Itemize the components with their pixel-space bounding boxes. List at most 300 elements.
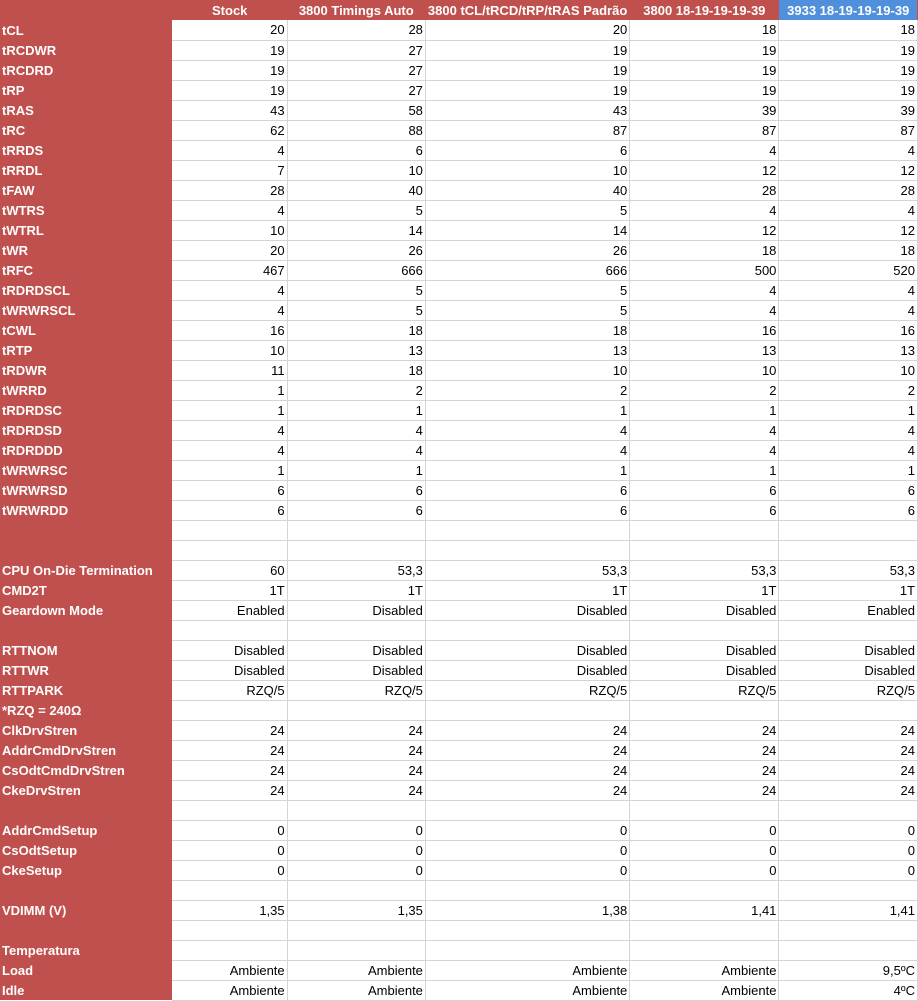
row-label-cell[interactable]: tRTP xyxy=(0,340,172,360)
row-label-cell[interactable]: tRAS xyxy=(0,100,172,120)
value-cell[interactable]: 19 xyxy=(172,40,287,60)
value-cell[interactable]: 1 xyxy=(172,460,287,480)
value-cell[interactable]: 24 xyxy=(287,760,425,780)
value-cell[interactable] xyxy=(630,880,779,900)
value-cell[interactable]: RZQ/5 xyxy=(779,680,918,700)
row-label-cell[interactable]: tRFC xyxy=(0,260,172,280)
value-cell[interactable]: 18 xyxy=(630,20,779,40)
row-label-cell[interactable]: ClkDrvStren xyxy=(0,720,172,740)
value-cell[interactable]: 1T xyxy=(287,580,425,600)
value-cell[interactable]: 0 xyxy=(425,860,629,880)
value-cell[interactable]: 0 xyxy=(630,840,779,860)
row-label-cell[interactable]: tWRWRSD xyxy=(0,480,172,500)
value-cell[interactable]: 0 xyxy=(287,820,425,840)
value-cell[interactable]: Disabled xyxy=(630,600,779,620)
value-cell[interactable] xyxy=(172,620,287,640)
value-cell[interactable]: 1 xyxy=(287,400,425,420)
value-cell[interactable]: 87 xyxy=(630,120,779,140)
value-cell[interactable]: 4 xyxy=(172,440,287,460)
value-cell[interactable] xyxy=(630,800,779,820)
value-cell[interactable]: 5 xyxy=(425,200,629,220)
header-3800-padrao[interactable]: 3800 tCL/tRCD/tRP/tRAS Padrão xyxy=(425,0,629,20)
value-cell[interactable]: 4 xyxy=(425,420,629,440)
value-cell[interactable]: 6 xyxy=(425,480,629,500)
row-label-cell[interactable]: tRDWR xyxy=(0,360,172,380)
value-cell[interactable] xyxy=(287,920,425,940)
value-cell[interactable]: Ambiente xyxy=(172,960,287,980)
value-cell[interactable] xyxy=(172,940,287,960)
header-3800-auto[interactable]: 3800 Timings Auto xyxy=(287,0,425,20)
row-label-cell[interactable]: AddrCmdDrvStren xyxy=(0,740,172,760)
value-cell[interactable]: 24 xyxy=(172,720,287,740)
value-cell[interactable]: 0 xyxy=(630,820,779,840)
value-cell[interactable]: 24 xyxy=(779,780,918,800)
value-cell[interactable] xyxy=(630,700,779,720)
row-label-cell[interactable]: tFAW xyxy=(0,180,172,200)
row-label-cell[interactable]: Temperatura xyxy=(0,940,172,960)
value-cell[interactable]: 12 xyxy=(779,160,918,180)
value-cell[interactable] xyxy=(172,880,287,900)
value-cell[interactable] xyxy=(779,920,918,940)
value-cell[interactable]: 0 xyxy=(425,820,629,840)
value-cell[interactable]: 1 xyxy=(630,460,779,480)
value-cell[interactable]: 12 xyxy=(630,220,779,240)
value-cell[interactable]: 10 xyxy=(172,340,287,360)
row-label-cell[interactable]: tRP xyxy=(0,80,172,100)
value-cell[interactable]: 4 xyxy=(779,140,918,160)
value-cell[interactable] xyxy=(630,520,779,540)
row-label-cell[interactable]: tRC xyxy=(0,120,172,140)
value-cell[interactable]: 13 xyxy=(287,340,425,360)
row-label-cell[interactable]: tRCDRD xyxy=(0,60,172,80)
value-cell[interactable]: 4 xyxy=(779,300,918,320)
row-label-cell[interactable]: tWTRS xyxy=(0,200,172,220)
row-label-cell[interactable]: Idle xyxy=(0,980,172,1000)
value-cell[interactable]: 43 xyxy=(172,100,287,120)
value-cell[interactable]: 28 xyxy=(287,20,425,40)
value-cell[interactable] xyxy=(425,620,629,640)
value-cell[interactable]: 40 xyxy=(287,180,425,200)
value-cell[interactable]: 0 xyxy=(287,840,425,860)
header-3933-18-19[interactable]: 3933 18-19-19-19-39 xyxy=(779,0,918,20)
value-cell[interactable]: RZQ/5 xyxy=(630,680,779,700)
value-cell[interactable]: 0 xyxy=(779,860,918,880)
value-cell[interactable]: 467 xyxy=(172,260,287,280)
value-cell[interactable] xyxy=(630,940,779,960)
value-cell[interactable]: 0 xyxy=(779,820,918,840)
value-cell[interactable]: Disabled xyxy=(172,640,287,660)
value-cell[interactable]: 4 xyxy=(630,280,779,300)
value-cell[interactable]: Disabled xyxy=(287,640,425,660)
value-cell[interactable]: 1 xyxy=(172,380,287,400)
value-cell[interactable] xyxy=(630,920,779,940)
value-cell[interactable]: RZQ/5 xyxy=(287,680,425,700)
value-cell[interactable]: 4ºC xyxy=(779,980,918,1000)
value-cell[interactable]: Ambiente xyxy=(172,980,287,1000)
value-cell[interactable]: 1 xyxy=(630,400,779,420)
value-cell[interactable]: Enabled xyxy=(172,600,287,620)
value-cell[interactable]: 18 xyxy=(287,320,425,340)
value-cell[interactable]: 27 xyxy=(287,40,425,60)
value-cell[interactable]: 10 xyxy=(425,160,629,180)
value-cell[interactable]: 13 xyxy=(425,340,629,360)
value-cell[interactable]: 14 xyxy=(425,220,629,240)
value-cell[interactable]: 1,41 xyxy=(630,900,779,920)
value-cell[interactable]: 1 xyxy=(425,400,629,420)
value-cell[interactable]: 500 xyxy=(630,260,779,280)
value-cell[interactable]: 4 xyxy=(779,200,918,220)
value-cell[interactable]: 5 xyxy=(425,300,629,320)
row-label-cell[interactable]: CPU On-Die Termination xyxy=(0,560,172,580)
value-cell[interactable]: 20 xyxy=(172,20,287,40)
value-cell[interactable] xyxy=(630,540,779,560)
value-cell[interactable]: 5 xyxy=(287,300,425,320)
value-cell[interactable]: 19 xyxy=(630,60,779,80)
value-cell[interactable]: 14 xyxy=(287,220,425,240)
row-label-cell[interactable] xyxy=(0,800,172,820)
value-cell[interactable]: 19 xyxy=(779,60,918,80)
value-cell[interactable]: 4 xyxy=(172,300,287,320)
value-cell[interactable]: 4 xyxy=(630,200,779,220)
value-cell[interactable]: 12 xyxy=(630,160,779,180)
value-cell[interactable]: 10 xyxy=(779,360,918,380)
value-cell[interactable]: 4 xyxy=(779,280,918,300)
value-cell[interactable] xyxy=(287,520,425,540)
value-cell[interactable]: 1 xyxy=(425,460,629,480)
value-cell[interactable]: 20 xyxy=(425,20,629,40)
value-cell[interactable]: 6 xyxy=(287,140,425,160)
row-label-cell[interactable]: VDIMM (V) xyxy=(0,900,172,920)
value-cell[interactable]: 24 xyxy=(172,780,287,800)
value-cell[interactable]: 24 xyxy=(287,720,425,740)
value-cell[interactable]: 1,35 xyxy=(287,900,425,920)
value-cell[interactable]: 24 xyxy=(630,760,779,780)
value-cell[interactable]: 10 xyxy=(425,360,629,380)
value-cell[interactable]: 6 xyxy=(779,500,918,520)
value-cell[interactable]: 5 xyxy=(425,280,629,300)
row-label-cell[interactable]: tRDRDDD xyxy=(0,440,172,460)
row-label-cell[interactable]: CsOdtSetup xyxy=(0,840,172,860)
value-cell[interactable]: 4 xyxy=(779,440,918,460)
value-cell[interactable] xyxy=(172,800,287,820)
value-cell[interactable]: 666 xyxy=(287,260,425,280)
value-cell[interactable] xyxy=(172,700,287,720)
value-cell[interactable]: 24 xyxy=(779,760,918,780)
value-cell[interactable] xyxy=(425,920,629,940)
value-cell[interactable]: 18 xyxy=(779,240,918,260)
value-cell[interactable] xyxy=(425,700,629,720)
value-cell[interactable] xyxy=(172,540,287,560)
value-cell[interactable]: 1,38 xyxy=(425,900,629,920)
value-cell[interactable] xyxy=(779,880,918,900)
value-cell[interactable]: 0 xyxy=(779,840,918,860)
row-label-cell[interactable] xyxy=(0,920,172,940)
value-cell[interactable]: 24 xyxy=(172,760,287,780)
row-label-cell[interactable]: tWRWRSCL xyxy=(0,300,172,320)
value-cell[interactable]: 6 xyxy=(287,480,425,500)
row-label-cell[interactable]: *RZQ = 240Ω xyxy=(0,700,172,720)
value-cell[interactable] xyxy=(287,800,425,820)
value-cell[interactable]: Disabled xyxy=(172,660,287,680)
row-label-cell[interactable]: tCL xyxy=(0,20,172,40)
row-label-cell[interactable]: tWRWRSC xyxy=(0,460,172,480)
value-cell[interactable]: 24 xyxy=(779,720,918,740)
value-cell[interactable]: Ambiente xyxy=(425,980,629,1000)
value-cell[interactable]: 6 xyxy=(172,480,287,500)
value-cell[interactable]: 19 xyxy=(779,40,918,60)
value-cell[interactable]: 6 xyxy=(425,500,629,520)
row-label-cell[interactable]: AddrCmdSetup xyxy=(0,820,172,840)
value-cell[interactable] xyxy=(425,800,629,820)
value-cell[interactable]: 1T xyxy=(172,580,287,600)
value-cell[interactable]: 13 xyxy=(779,340,918,360)
value-cell[interactable]: 2 xyxy=(630,380,779,400)
value-cell[interactable]: 18 xyxy=(779,20,918,40)
value-cell[interactable]: 1T xyxy=(425,580,629,600)
value-cell[interactable]: 520 xyxy=(779,260,918,280)
value-cell[interactable] xyxy=(779,940,918,960)
value-cell[interactable]: 1 xyxy=(779,460,918,480)
value-cell[interactable]: Ambiente xyxy=(630,960,779,980)
value-cell[interactable]: 4 xyxy=(172,280,287,300)
value-cell[interactable]: 24 xyxy=(425,780,629,800)
value-cell[interactable]: 6 xyxy=(630,500,779,520)
value-cell[interactable]: 11 xyxy=(172,360,287,380)
value-cell[interactable]: 16 xyxy=(172,320,287,340)
value-cell[interactable]: Disabled xyxy=(287,600,425,620)
value-cell[interactable]: 53,3 xyxy=(287,560,425,580)
row-label-cell[interactable]: Load xyxy=(0,960,172,980)
value-cell[interactable] xyxy=(172,520,287,540)
value-cell[interactable]: 4 xyxy=(630,300,779,320)
value-cell[interactable]: 1 xyxy=(287,460,425,480)
row-label-cell[interactable]: tRDRDSC xyxy=(0,400,172,420)
value-cell[interactable]: 24 xyxy=(779,740,918,760)
value-cell[interactable]: 43 xyxy=(425,100,629,120)
row-label-cell[interactable]: RTTWR xyxy=(0,660,172,680)
value-cell[interactable]: 6 xyxy=(779,480,918,500)
value-cell[interactable] xyxy=(779,620,918,640)
value-cell[interactable]: 24 xyxy=(630,780,779,800)
value-cell[interactable]: 24 xyxy=(425,760,629,780)
header-3800-18-19[interactable]: 3800 18-19-19-19-39 xyxy=(630,0,779,20)
value-cell[interactable]: Disabled xyxy=(779,640,918,660)
row-label-cell[interactable]: tWTRL xyxy=(0,220,172,240)
row-label-cell[interactable]: RTTPARK xyxy=(0,680,172,700)
row-label-cell[interactable]: tCWL xyxy=(0,320,172,340)
value-cell[interactable]: 53,3 xyxy=(425,560,629,580)
value-cell[interactable]: Ambiente xyxy=(287,960,425,980)
value-cell[interactable]: 1T xyxy=(779,580,918,600)
value-cell[interactable]: 24 xyxy=(425,740,629,760)
value-cell[interactable]: 1T xyxy=(630,580,779,600)
value-cell[interactable]: RZQ/5 xyxy=(172,680,287,700)
row-label-cell[interactable]: tRRDL xyxy=(0,160,172,180)
row-label-cell[interactable] xyxy=(0,520,172,540)
value-cell[interactable] xyxy=(779,520,918,540)
row-label-cell[interactable]: tRCDWR xyxy=(0,40,172,60)
value-cell[interactable]: 24 xyxy=(172,740,287,760)
value-cell[interactable]: 4 xyxy=(172,200,287,220)
value-cell[interactable]: 28 xyxy=(779,180,918,200)
value-cell[interactable]: 24 xyxy=(630,740,779,760)
value-cell[interactable] xyxy=(779,540,918,560)
value-cell[interactable]: 4 xyxy=(172,140,287,160)
value-cell[interactable]: 18 xyxy=(287,360,425,380)
value-cell[interactable] xyxy=(779,800,918,820)
value-cell[interactable]: 39 xyxy=(779,100,918,120)
value-cell[interactable]: 19 xyxy=(425,80,629,100)
value-cell[interactable]: 4 xyxy=(630,140,779,160)
value-cell[interactable]: 18 xyxy=(630,240,779,260)
value-cell[interactable]: 10 xyxy=(172,220,287,240)
value-cell[interactable]: 19 xyxy=(630,40,779,60)
value-cell[interactable]: 19 xyxy=(172,60,287,80)
value-cell[interactable]: Ambiente xyxy=(425,960,629,980)
value-cell[interactable]: 58 xyxy=(287,100,425,120)
value-cell[interactable]: 40 xyxy=(425,180,629,200)
value-cell[interactable]: 88 xyxy=(287,120,425,140)
value-cell[interactable]: 1 xyxy=(779,400,918,420)
value-cell[interactable]: 87 xyxy=(779,120,918,140)
value-cell[interactable]: 4 xyxy=(630,440,779,460)
value-cell[interactable]: 19 xyxy=(425,40,629,60)
value-cell[interactable]: 5 xyxy=(287,280,425,300)
value-cell[interactable]: 19 xyxy=(425,60,629,80)
value-cell[interactable]: Disabled xyxy=(779,660,918,680)
value-cell[interactable] xyxy=(287,620,425,640)
value-cell[interactable]: 24 xyxy=(425,720,629,740)
value-cell[interactable]: Disabled xyxy=(287,660,425,680)
value-cell[interactable]: 0 xyxy=(172,840,287,860)
value-cell[interactable]: 0 xyxy=(425,840,629,860)
value-cell[interactable]: 13 xyxy=(630,340,779,360)
row-label-cell[interactable]: CMD2T xyxy=(0,580,172,600)
value-cell[interactable]: Disabled xyxy=(425,660,629,680)
value-cell[interactable]: 0 xyxy=(630,860,779,880)
value-cell[interactable]: 26 xyxy=(425,240,629,260)
row-label-cell[interactable]: tWR xyxy=(0,240,172,260)
row-label-cell[interactable]: tRDRDSD xyxy=(0,420,172,440)
value-cell[interactable] xyxy=(425,940,629,960)
value-cell[interactable]: 0 xyxy=(172,860,287,880)
value-cell[interactable]: 0 xyxy=(172,820,287,840)
value-cell[interactable]: 53,3 xyxy=(779,560,918,580)
value-cell[interactable] xyxy=(425,520,629,540)
value-cell[interactable]: 28 xyxy=(172,180,287,200)
row-label-cell[interactable]: tRDRDSCL xyxy=(0,280,172,300)
value-cell[interactable]: 666 xyxy=(425,260,629,280)
value-cell[interactable]: 12 xyxy=(779,220,918,240)
value-cell[interactable]: Disabled xyxy=(630,640,779,660)
value-cell[interactable] xyxy=(287,940,425,960)
value-cell[interactable] xyxy=(630,620,779,640)
value-cell[interactable]: 19 xyxy=(630,80,779,100)
value-cell[interactable]: 18 xyxy=(425,320,629,340)
value-cell[interactable]: 24 xyxy=(630,720,779,740)
value-cell[interactable]: 62 xyxy=(172,120,287,140)
value-cell[interactable]: 2 xyxy=(287,380,425,400)
value-cell[interactable] xyxy=(425,880,629,900)
value-cell[interactable]: Disabled xyxy=(630,660,779,680)
row-label-cell[interactable]: tRRDS xyxy=(0,140,172,160)
value-cell[interactable]: Enabled xyxy=(779,600,918,620)
row-label-cell[interactable]: tWRRD xyxy=(0,380,172,400)
value-cell[interactable]: 24 xyxy=(287,740,425,760)
value-cell[interactable]: 16 xyxy=(779,320,918,340)
value-cell[interactable]: 19 xyxy=(172,80,287,100)
value-cell[interactable]: 39 xyxy=(630,100,779,120)
row-label-cell[interactable] xyxy=(0,540,172,560)
value-cell[interactable]: 0 xyxy=(287,860,425,880)
value-cell[interactable]: 10 xyxy=(287,160,425,180)
value-cell[interactable]: 9,5ºC xyxy=(779,960,918,980)
value-cell[interactable] xyxy=(425,540,629,560)
value-cell[interactable]: 4 xyxy=(287,420,425,440)
value-cell[interactable]: 19 xyxy=(779,80,918,100)
value-cell[interactable]: 16 xyxy=(630,320,779,340)
value-cell[interactable]: 87 xyxy=(425,120,629,140)
value-cell[interactable]: 27 xyxy=(287,80,425,100)
value-cell[interactable]: Disabled xyxy=(425,640,629,660)
row-label-cell[interactable]: RTTNOM xyxy=(0,640,172,660)
value-cell[interactable] xyxy=(172,920,287,940)
value-cell[interactable]: 53,3 xyxy=(630,560,779,580)
value-cell[interactable]: 4 xyxy=(779,420,918,440)
value-cell[interactable]: 6 xyxy=(425,140,629,160)
row-label-cell[interactable]: CsOdtCmdDrvStren xyxy=(0,760,172,780)
value-cell[interactable]: 4 xyxy=(172,420,287,440)
value-cell[interactable]: 20 xyxy=(172,240,287,260)
value-cell[interactable]: 4 xyxy=(425,440,629,460)
row-label-cell[interactable]: Geardown Mode xyxy=(0,600,172,620)
value-cell[interactable] xyxy=(287,540,425,560)
value-cell[interactable]: 28 xyxy=(630,180,779,200)
value-cell[interactable]: Ambiente xyxy=(287,980,425,1000)
value-cell[interactable]: 4 xyxy=(287,440,425,460)
value-cell[interactable]: 1,35 xyxy=(172,900,287,920)
value-cell[interactable] xyxy=(287,700,425,720)
header-corner[interactable] xyxy=(0,0,172,20)
row-label-cell[interactable] xyxy=(0,880,172,900)
value-cell[interactable]: RZQ/5 xyxy=(425,680,629,700)
value-cell[interactable]: 7 xyxy=(172,160,287,180)
value-cell[interactable]: 6 xyxy=(287,500,425,520)
row-label-cell[interactable]: CkeDrvStren xyxy=(0,780,172,800)
value-cell[interactable]: 10 xyxy=(630,360,779,380)
value-cell[interactable]: 6 xyxy=(172,500,287,520)
value-cell[interactable]: Disabled xyxy=(425,600,629,620)
value-cell[interactable]: 2 xyxy=(779,380,918,400)
value-cell[interactable]: 1,41 xyxy=(779,900,918,920)
value-cell[interactable]: 24 xyxy=(287,780,425,800)
value-cell[interactable]: 2 xyxy=(425,380,629,400)
header-stock[interactable]: Stock xyxy=(172,0,287,20)
value-cell[interactable] xyxy=(779,700,918,720)
value-cell[interactable]: 5 xyxy=(287,200,425,220)
value-cell[interactable]: 60 xyxy=(172,560,287,580)
value-cell[interactable]: 6 xyxy=(630,480,779,500)
value-cell[interactable] xyxy=(287,880,425,900)
row-label-cell[interactable]: CkeSetup xyxy=(0,860,172,880)
value-cell[interactable]: 27 xyxy=(287,60,425,80)
row-label-cell[interactable]: tWRWRDD xyxy=(0,500,172,520)
value-cell[interactable]: 1 xyxy=(172,400,287,420)
row-label-cell[interactable] xyxy=(0,620,172,640)
value-cell[interactable]: 4 xyxy=(630,420,779,440)
value-cell[interactable]: 26 xyxy=(287,240,425,260)
value-cell[interactable]: Ambiente xyxy=(630,980,779,1000)
